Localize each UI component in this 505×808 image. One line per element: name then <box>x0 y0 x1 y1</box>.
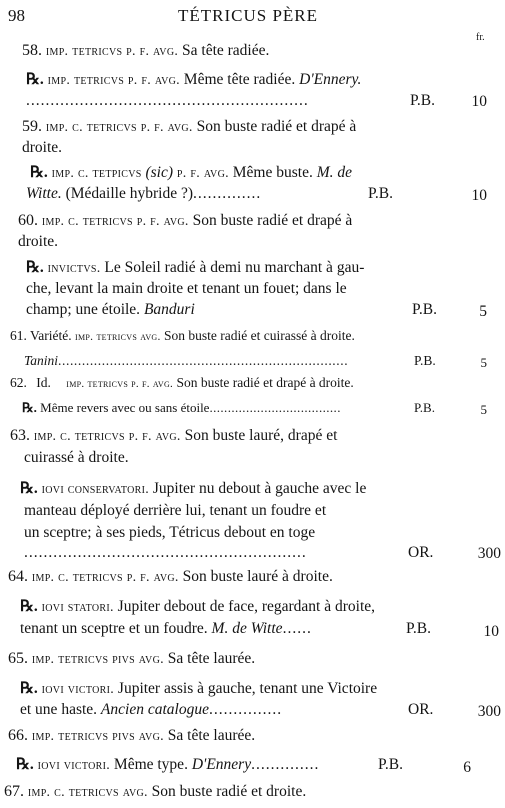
reverse-59-cont: Witte. (Médaille hybride ?).............. <box>26 185 262 202</box>
reverse-60-line3: champ; une étoile. Banduri <box>26 301 195 318</box>
reverse-65-line2: et une haste. Ancien catalogue............... <box>20 701 283 718</box>
reverse-63-line3: un sceptre; à ses pieds, Tétricus debout en toge <box>24 524 316 541</box>
price-58: 10 <box>471 93 487 110</box>
entry-59-cont: droite. <box>22 139 63 156</box>
grade-60: P.B. <box>412 301 437 318</box>
entry-62: 62. Id. imp. tetricvs p. f. avg. Son buste radié et drapé à droite. <box>10 375 354 390</box>
entry-66: 66. imp. tetricvs pivs avg. Sa tête laurée. <box>8 727 256 744</box>
page-number: 98 <box>8 6 25 25</box>
grade-63: OR. <box>408 544 434 561</box>
running-title: TÉTRICUS PÈRE <box>178 6 319 25</box>
entry-60: 60. imp. c. tetricvs p. f. avg. Son buste radié et drapé à <box>18 212 353 229</box>
entry-59: 59. imp. c. tetricvs p. f. avg. Son buste radié et drapé à <box>22 118 357 135</box>
reverse-58: ℞. imp. tetricvs p. f. avg. Même tête radiée. D'Ennery. <box>26 71 362 88</box>
reverse-65: ℞. iovi victori. Jupiter assis à gauche, tenant une Victoire <box>20 680 378 697</box>
entry-58: 58. imp. tetricvs p. f. avg. Sa tête radiée. <box>22 42 270 59</box>
price-59: 10 <box>471 187 487 204</box>
reverse-64: ℞. iovi statori. Jupiter debout de face, regardant à droite, <box>20 598 376 615</box>
grade-66: P.B. <box>378 756 403 773</box>
price-65: 300 <box>477 703 501 720</box>
entry-60-cont: droite. <box>18 233 59 250</box>
price-62: 5 <box>480 402 487 417</box>
reverse-66: ℞. iovi victori. Même type. D'Ennery.............. <box>16 756 320 773</box>
entry-63: 63. imp. c. tetricvs p. f. avg. Son buste lauré, drapé et <box>10 427 338 444</box>
grade-59: P.B. <box>368 185 393 202</box>
entry-63-cont: cuirassé à droite. <box>24 449 129 466</box>
grade-58: P.B. <box>410 92 435 109</box>
dot-leader-63: .......................................................... <box>24 545 307 561</box>
price-61: 5 <box>480 355 487 370</box>
price-64: 10 <box>483 623 499 640</box>
entry-61: 61. Variété. imp. tetricvs avg. Son buste radié et cuirassé à droite. <box>10 328 355 343</box>
reverse-59: ℞. imp. c. tetpicvs (sic) p. f. avg. Même buste. M. de <box>30 164 353 181</box>
price-66: 6 <box>463 759 471 776</box>
reverse-63-line2: manteau déployé derrière lui, tenant un foudre et <box>24 502 327 519</box>
grade-61: P.B. <box>414 353 436 368</box>
column-label: fr. <box>476 32 485 43</box>
reverse-63: ℞. iovi conservatori. Jupiter nu debout à gauche avec le <box>20 480 367 497</box>
reverse-61: Tanini......................................................................... <box>24 353 349 368</box>
grade-64: P.B. <box>406 620 431 637</box>
price-60: 5 <box>479 303 487 320</box>
entry-65: 65. imp. tetricvs pivs avg. Sa tête laurée. <box>8 650 256 667</box>
price-63: 300 <box>477 545 501 562</box>
dot-leader-58: .......................................................... <box>26 93 309 109</box>
entry-67: 67. imp. c. tetricvs avg. Son buste radié et droite. <box>4 783 307 800</box>
reverse-64-line2: tenant un sceptre et un foudre. M. de Witte...... <box>20 620 312 637</box>
entry-64: 64. imp. c. tetricvs p. f. avg. Son buste lauré à droite. <box>8 568 333 585</box>
grade-62: P.B. <box>414 400 435 415</box>
grade-65: OR. <box>408 701 434 718</box>
reverse-60: ℞. invictvs. Le Soleil radié à demi nu marchant à gau- <box>26 259 365 276</box>
reverse-62: ℞. Même revers avec ou sans étoile.................................... <box>22 400 341 415</box>
reverse-60-line2: che, levant la main droite et tenant un fouet; dans le <box>26 280 347 297</box>
